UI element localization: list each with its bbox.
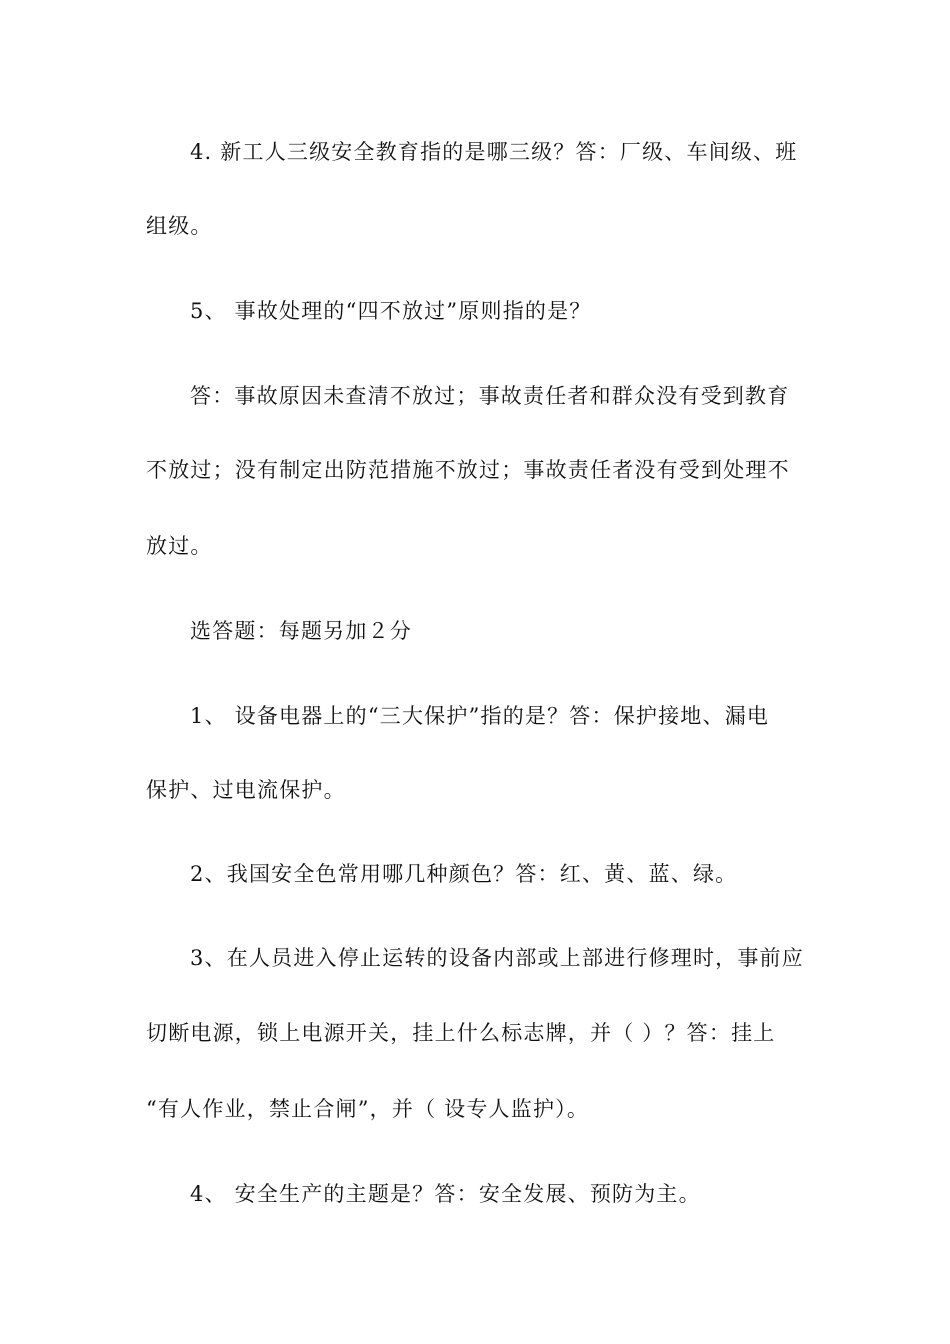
optional-question-3-line-1: 3、在人员进入停止运转的设备内部或上部进行修理时，事前应 <box>190 946 804 970</box>
question-5-line: 5、 事故处理的“四不放过”原则指的是？ <box>190 299 592 323</box>
optional-question-1-line-2: 保护、过电流保护。 <box>146 778 346 802</box>
optional-section-heading: 选答题：每题另加２分 <box>190 619 412 643</box>
answer-5-line-1: 答：事故原因未查清不放过；事故责任者和群众没有受到教育 <box>190 384 790 408</box>
answer-5-line-3: 放过。 <box>146 534 213 558</box>
question-4-line-1: 4. 新工人三级安全教育指的是哪三级？答：厂级、车间级、班 <box>190 140 798 164</box>
optional-question-1-line-1: 1、 设备电器上的“三大保护”指的是？答：保护接地、漏电 <box>190 704 770 728</box>
optional-question-2-line: 2、我国安全色常用哪几种颜色？答：红、黄、蓝、绿。 <box>190 862 738 886</box>
optional-question-3-line-2: 切断电源，锁上电源开关，挂上什么标志牌，并（ ）？答：挂上 <box>146 1021 776 1045</box>
question-4-line-2: 组级。 <box>146 214 213 238</box>
answer-5-line-2: 不放过；没有制定出防范措施不放过；事故责任者没有受到处理不 <box>146 458 790 482</box>
optional-question-3-line-3: “有人作业，禁止合闸”，并（ 设专人监护）。 <box>146 1097 590 1121</box>
optional-question-4-line: 4、 安全生产的主题是？答：安全发展、预防为主。 <box>190 1182 701 1206</box>
